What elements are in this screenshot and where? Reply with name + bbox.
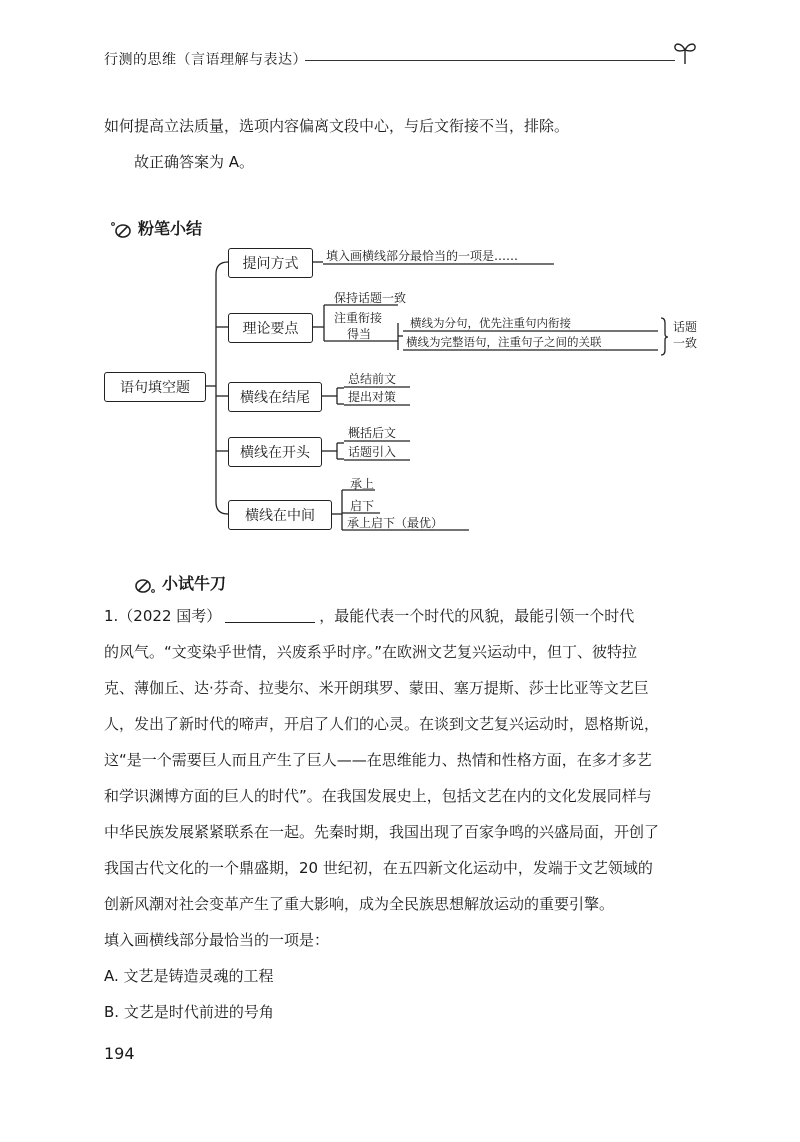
question-line: 克、薄伽丘、达·芬奇、拉斐尔、米开朗琪罗、蒙田、塞万提斯、莎士比亚等文艺巨 [104,679,649,697]
branch-box-theory: 理论要点 [228,313,313,343]
leaf-proper: 得当 [347,327,372,341]
question-first-line [104,606,634,626]
leaf-both: 承上启下（最优） [347,516,444,530]
question-line: 我国古代文化的一个鼎盛期，20 世纪初，在五四新文化运动中，发端于文艺领域的 [104,859,653,877]
page-number: 194 [104,1044,135,1063]
branch-box-ask: 提问方式 [228,248,313,278]
leaf-summarize: 总结前文 [348,372,397,386]
question-first-line-text: ，最能代表一个时代的风貌，最能引领一个时代 [319,607,635,625]
branch-box-middle: 横线在中间 [228,500,332,530]
practice-title-text: 小试牛刀 [162,574,227,593]
leaf-cohesion: 注重衔接 [334,311,383,325]
leaf-clause: 横线为分句，优先注重句内衔接 [410,316,571,330]
option-b: B. 文艺是时代前进的号角 [104,1003,274,1021]
question-prompt: 填入画横线部分最恰当的一项是： [104,931,330,949]
answer-blank [225,622,315,623]
leaf-sentence: 横线为完整语句，注重句子之间的关联 [406,335,602,349]
leaf-generalize: 概括后文 [348,426,397,440]
question-line: 人，发出了新时代的啼声，开启了人们的心灵。在谈到文艺复兴运动时，恩格斯说， [104,715,660,733]
question-line: 创新风潮对社会变革产生了重大影响，成为全民族思想解放运动的重要引擎。 [104,895,615,913]
note-consistent: 一致 [673,336,698,350]
leaf-lead: 启下 [350,499,375,513]
question-line: 这“是一个需要巨人而且产生了巨人——在思维能力、热情和性格方面，在多才多艺 [104,751,652,769]
intro-line-1: 如何提高立法质量，选项内容偏离文段中心，与后文衔接不当，排除。 [104,117,570,135]
practice-title [134,571,226,594]
branch-box-start: 横线在开头 [228,437,322,467]
summary-title-text: 粉笔小结 [138,219,203,238]
note-topic: 话题 [673,320,698,334]
running-header: 行测的思维（言语理解与表达） [104,52,307,68]
leaf-continue: 承上 [350,477,375,491]
leaf-keep-topic: 保持话题一致 [334,291,407,305]
intro-line-2: 故正确答案为 A。 [134,153,255,171]
question-line: 的风气。“文变染乎世情，兴废系乎时序。”在欧洲文艺复兴运动中，但丁、彼特拉 [104,643,638,661]
chalk-icon [134,576,156,594]
leaf-measures: 提出对策 [348,390,397,404]
branch-box-end: 横线在结尾 [228,382,322,412]
question-line: 中华民族发展紧紧联系在一起。先秦时期，我国出现了百家争鸣的兴盛局面，开创了 [104,823,660,841]
leaf-introduce: 话题引入 [348,445,397,459]
question-number: 1.（2022 国考） [104,607,222,625]
root-box: 语句填空题 [104,372,206,402]
leaf-question-form: 填入画横线部分最恰当的一项是…… [326,249,519,263]
question-line: 和学识渊博方面的巨人的时代”。在我国发展史上，包括文艺在内的文化发展同样与 [104,787,652,805]
option-a: A. 文艺是铸造灵魂的工程 [104,967,274,985]
